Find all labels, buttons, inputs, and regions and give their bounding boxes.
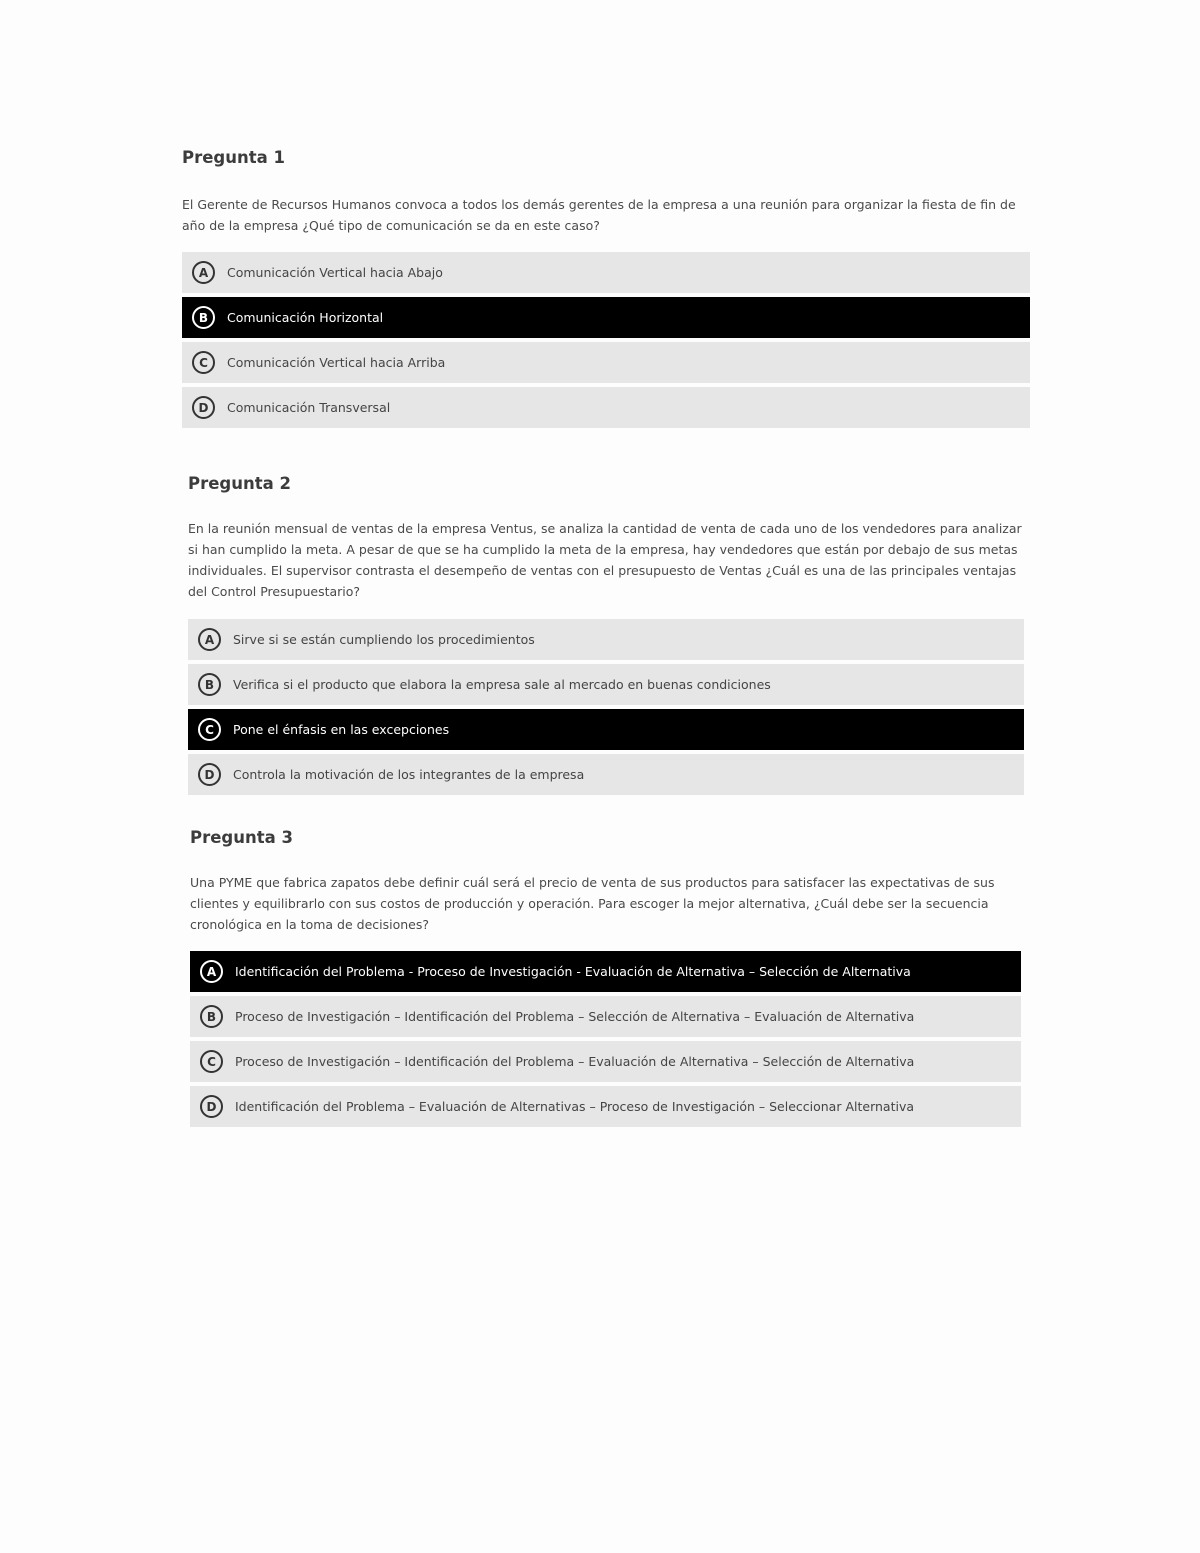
question-text: El Gerente de Recursos Humanos convoca a todos los demás gerentes de la empresa a una reunión para organizar la fiesta de fin de año de la empresa ¿Qué tipo de comunicación se da en este caso? (182, 197, 1016, 233)
option-label: Proceso de Investigación – Identificación del Problema – Selección de Alternativa – Evaluación de Alternativa (235, 1009, 915, 1024)
option-label: Comunicación Vertical hacia Arriba (227, 355, 446, 370)
option-label: Proceso de Investigación – Identificación del Problema – Evaluación de Alternativa – Selección de Alternativa (235, 1054, 915, 1069)
question-1 (182, 146, 1030, 432)
option-a[interactable] (190, 951, 1021, 992)
option-label: Comunicación Horizontal (227, 310, 384, 325)
option-label: Verifica si el producto que elabora la empresa sale al mercado en buenas condiciones (233, 677, 771, 692)
option-d[interactable] (182, 387, 1030, 428)
option-label: Identificación del Problema – Evaluación de Alternativas – Proceso de Investigación – Seleccionar Alternativa (235, 1099, 915, 1114)
option-a[interactable] (182, 252, 1030, 293)
option-letter-d: D (200, 1095, 223, 1118)
option-c[interactable] (182, 342, 1030, 383)
question-title: Pregunta 2 (188, 474, 291, 493)
option-label: Sirve si se están cumpliendo los procedimientos (233, 632, 535, 647)
question-text: Una PYME que fabrica zapatos debe definir cuál será el precio de venta de sus productos para satisfacer las expectativas de sus clientes y equilibrarlo con sus costos de producción y operación. Para escoger la mejor alternativa, ¿Cuál debe ser la secuencia cronológica en la toma de decisiones? (190, 875, 995, 932)
option-letter-c: C (192, 351, 215, 374)
option-c[interactable] (188, 709, 1024, 750)
question-title: Pregunta 1 (182, 148, 285, 167)
option-letter-d: D (192, 396, 215, 419)
option-b[interactable] (188, 664, 1024, 705)
option-letter-c: C (198, 718, 221, 741)
option-label: Identificación del Problema - Proceso de Investigación - Evaluación de Alternativa – Selección de Alternativa (235, 964, 911, 979)
option-d[interactable] (188, 754, 1024, 795)
question-text: En la reunión mensual de ventas de la empresa Ventus, se analiza la cantidad de venta de cada uno de los vendedores para analizar si han cumplido la meta. A pesar de que se ha cumplido la meta de la empresa, hay vendedores que están por debajo de sus metas individuales. El supervisor contrasta el desempeño de ventas con el presupuesto de Ventas ¿Cuál es una de las principales ventajas del Control Presupuestario? (188, 521, 1022, 599)
question-3 (190, 826, 1021, 1131)
option-letter-d: D (198, 763, 221, 786)
option-b[interactable] (190, 996, 1021, 1037)
option-letter-a: A (200, 960, 223, 983)
option-b[interactable] (182, 297, 1030, 338)
option-a[interactable] (188, 619, 1024, 660)
option-letter-c: C (200, 1050, 223, 1073)
option-letter-b: B (198, 673, 221, 696)
answer-options (188, 619, 1024, 795)
question-title: Pregunta 3 (190, 828, 293, 847)
option-letter-a: A (192, 261, 215, 284)
option-letter-b: B (200, 1005, 223, 1028)
option-letter-a: A (198, 628, 221, 651)
option-c[interactable] (190, 1041, 1021, 1082)
option-label: Comunicación Vertical hacia Abajo (227, 265, 443, 280)
answer-options (182, 252, 1030, 428)
option-label: Controla la motivación de los integrantes de la empresa (233, 767, 585, 782)
answer-options (190, 951, 1021, 1127)
option-d[interactable] (190, 1086, 1021, 1127)
option-label: Comunicación Transversal (227, 400, 391, 415)
option-label: Pone el énfasis en las excepciones (233, 722, 450, 737)
question-2 (188, 472, 1024, 799)
option-letter-b: B (192, 306, 215, 329)
